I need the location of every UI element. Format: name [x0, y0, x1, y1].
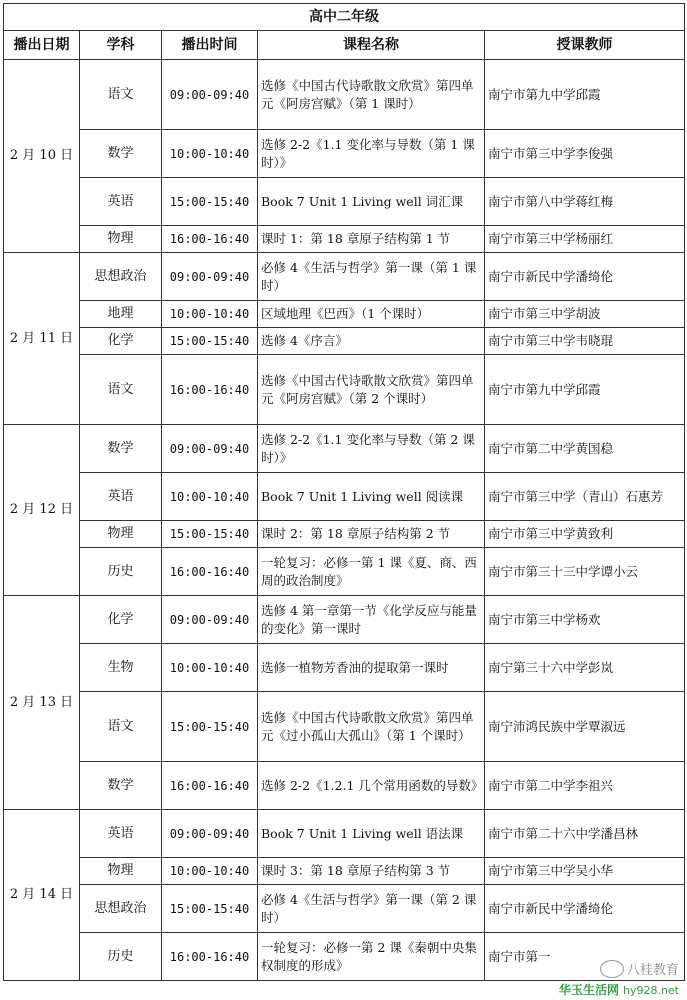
subject-cell: 语文 — [80, 60, 162, 130]
subject-cell: 英语 — [80, 473, 162, 521]
teacher-cell: 南宁市第一 — [485, 933, 685, 981]
table-row — [4, 130, 685, 178]
subject-cell: 英语 — [80, 178, 162, 226]
date-cell: 2 月 11 日 — [4, 253, 80, 425]
course-cell: 必修 4《生活与哲学》第一课（第 2 课时） — [258, 885, 485, 933]
subject-cell: 数学 — [80, 762, 162, 810]
teacher-cell: 南宁沛鸿民族中学覃淑远 — [485, 692, 685, 762]
table-row — [4, 548, 685, 596]
time-cell: 09:00-09:40 — [162, 810, 258, 858]
subject-cell: 语文 — [80, 355, 162, 425]
subject-cell: 化学 — [80, 328, 162, 355]
date-cell: 2 月 10 日 — [4, 60, 80, 253]
teacher-cell: 南宁市第三中学吴小华 — [485, 858, 685, 885]
course-cell: Book 7 Unit 1 Living well 语法课 — [258, 810, 485, 858]
time-cell: 16:00-16:40 — [162, 762, 258, 810]
time-cell: 10:00-10:40 — [162, 301, 258, 328]
course-cell: Book 7 Unit 1 Living well 阅读课 — [258, 473, 485, 521]
subject-cell: 物理 — [80, 521, 162, 548]
teacher-cell: 南宁市第三中学胡波 — [485, 301, 685, 328]
header-time: 播出时间 — [162, 31, 258, 60]
date-cell: 2 月 14 日 — [4, 810, 80, 981]
header-subject: 学科 — [80, 31, 162, 60]
teacher-cell: 南宁市第三十三中学谭小云 — [485, 548, 685, 596]
course-cell: 课时 1：第 18 章原子结构第 1 节 — [258, 226, 485, 253]
teacher-cell: 南宁市第三中学李俊强 — [485, 130, 685, 178]
time-cell: 09:00-09:40 — [162, 596, 258, 644]
table-row — [4, 644, 685, 692]
teacher-cell: 南宁市第二中学黄国稳 — [485, 425, 685, 473]
time-cell: 09:00-09:40 — [162, 425, 258, 473]
course-cell: 必修 4《生活与哲学》第一课（第 1 课时） — [258, 253, 485, 301]
time-cell: 16:00-16:40 — [162, 355, 258, 425]
course-cell: 区域地理《巴西》（1 个课时） — [258, 301, 485, 328]
table-row — [4, 178, 685, 226]
table-title: 高中二年级 — [4, 4, 685, 31]
time-cell: 16:00-16:40 — [162, 548, 258, 596]
header-date: 播出日期 — [4, 31, 80, 60]
header-row — [4, 31, 685, 60]
course-cell: 一轮复习：必修一第 2 课《秦朝中央集权制度的形成》 — [258, 933, 485, 981]
time-cell: 15:00-15:40 — [162, 885, 258, 933]
time-cell: 10:00-10:40 — [162, 858, 258, 885]
subject-cell: 语文 — [80, 692, 162, 762]
teacher-cell: 南宁市第三中学（青山）石惠芳 — [485, 473, 685, 521]
header-teacher: 授课教师 — [485, 31, 685, 60]
course-cell: 一轮复习：必修一第 1 课《夏、商、西周的政治制度》 — [258, 548, 485, 596]
subject-cell: 数学 — [80, 425, 162, 473]
subject-cell: 生物 — [80, 644, 162, 692]
table-row — [4, 253, 685, 301]
time-cell: 10:00-10:40 — [162, 130, 258, 178]
header-course: 课程名称 — [258, 31, 485, 60]
course-cell: 选修《中国古代诗歌散文欣赏》第四单元《过小孤山大孤山》（第 1 个课时） — [258, 692, 485, 762]
course-cell: 选修 4《序言》 — [258, 328, 485, 355]
course-cell: 选修一植物芳香油的提取第一课时 — [258, 644, 485, 692]
time-cell: 15:00-15:40 — [162, 328, 258, 355]
subject-cell: 物理 — [80, 858, 162, 885]
course-cell: 选修 2-2《1.1 变化率与导数（第 2 课时）》 — [258, 425, 485, 473]
table-row — [4, 858, 685, 885]
watermark-brand: 八桂教育 — [626, 963, 679, 978]
table-row — [4, 885, 685, 933]
schedule-table — [3, 3, 685, 981]
table-row — [4, 596, 685, 644]
subject-cell: 化学 — [80, 596, 162, 644]
subject-cell: 历史 — [80, 933, 162, 981]
time-cell: 15:00-15:40 — [162, 692, 258, 762]
teacher-cell: 南宁市第三中学杨欢 — [485, 596, 685, 644]
subject-cell: 地理 — [80, 301, 162, 328]
table-row — [4, 933, 685, 981]
table-row — [4, 301, 685, 328]
time-cell: 09:00-09:40 — [162, 253, 258, 301]
teacher-cell: 南宁第三十六中学彭岚 — [485, 644, 685, 692]
subject-cell: 英语 — [80, 810, 162, 858]
time-cell: 16:00-16:40 — [162, 933, 258, 981]
table-row — [4, 226, 685, 253]
course-cell: 选修 2-2《1.1 变化率与导数（第 1 课时）》 — [258, 130, 485, 178]
course-cell: 选修《中国古代诗歌散文欣赏》第四单元《阿房宫赋》（第 1 课时） — [258, 60, 485, 130]
time-cell: 15:00-15:40 — [162, 521, 258, 548]
course-cell: 选修《中国古代诗歌散文欣赏》第四单元《阿房宫赋》（第 2 个课时） — [258, 355, 485, 425]
subject-cell: 数学 — [80, 130, 162, 178]
table-row — [4, 425, 685, 473]
subject-cell: 物理 — [80, 226, 162, 253]
teacher-cell: 南宁市第二中学李祖兴 — [485, 762, 685, 810]
teacher-cell: 南宁市新民中学潘绮伦 — [485, 253, 685, 301]
table-row — [4, 328, 685, 355]
time-cell: 16:00-16:40 — [162, 226, 258, 253]
time-cell: 10:00-10:40 — [162, 473, 258, 521]
table-row — [4, 762, 685, 810]
course-cell: 选修 2-2《1.2.1 几个常用函数的导数》 — [258, 762, 485, 810]
table-row — [4, 355, 685, 425]
table-row — [4, 60, 685, 130]
time-cell: 09:00-09:40 — [162, 60, 258, 130]
date-cell: 2 月 12 日 — [4, 425, 80, 596]
table-row — [4, 521, 685, 548]
teacher-cell: 南宁市第三中学杨丽红 — [485, 226, 685, 253]
table-row — [4, 473, 685, 521]
subject-cell: 历史 — [80, 548, 162, 596]
watermark-url: hy928.net — [622, 984, 679, 997]
course-cell: 课时 2：第 18 章原子结构第 2 节 — [258, 521, 485, 548]
teacher-cell: 南宁市第九中学邱霞 — [485, 60, 685, 130]
time-cell: 10:00-10:40 — [162, 644, 258, 692]
course-cell: Book 7 Unit 1 Living well 词汇课 — [258, 178, 485, 226]
teacher-cell: 南宁市第九中学邱霞 — [485, 355, 685, 425]
time-cell: 15:00-15:40 — [162, 178, 258, 226]
course-cell: 课时 3：第 18 章原子结构第 3 节 — [258, 858, 485, 885]
date-cell: 2 月 13 日 — [4, 596, 80, 810]
table-row — [4, 810, 685, 858]
course-cell: 选修 4 第一章第一节《化学反应与能量的变化》第一课时 — [258, 596, 485, 644]
teacher-cell: 南宁市第三中学黄致利 — [485, 521, 685, 548]
subject-cell: 思想政治 — [80, 885, 162, 933]
teacher-cell: 南宁市第三中学韦晓琨 — [485, 328, 685, 355]
teacher-cell: 南宁市新民中学潘绮伦 — [485, 885, 685, 933]
table-row — [4, 692, 685, 762]
watermark-site: 华玉生活网 — [558, 983, 619, 997]
subject-cell: 思想政治 — [80, 253, 162, 301]
teacher-cell: 南宁市第二十六中学潘昌林 — [485, 810, 685, 858]
teacher-cell: 南宁市第八中学蒋红梅 — [485, 178, 685, 226]
